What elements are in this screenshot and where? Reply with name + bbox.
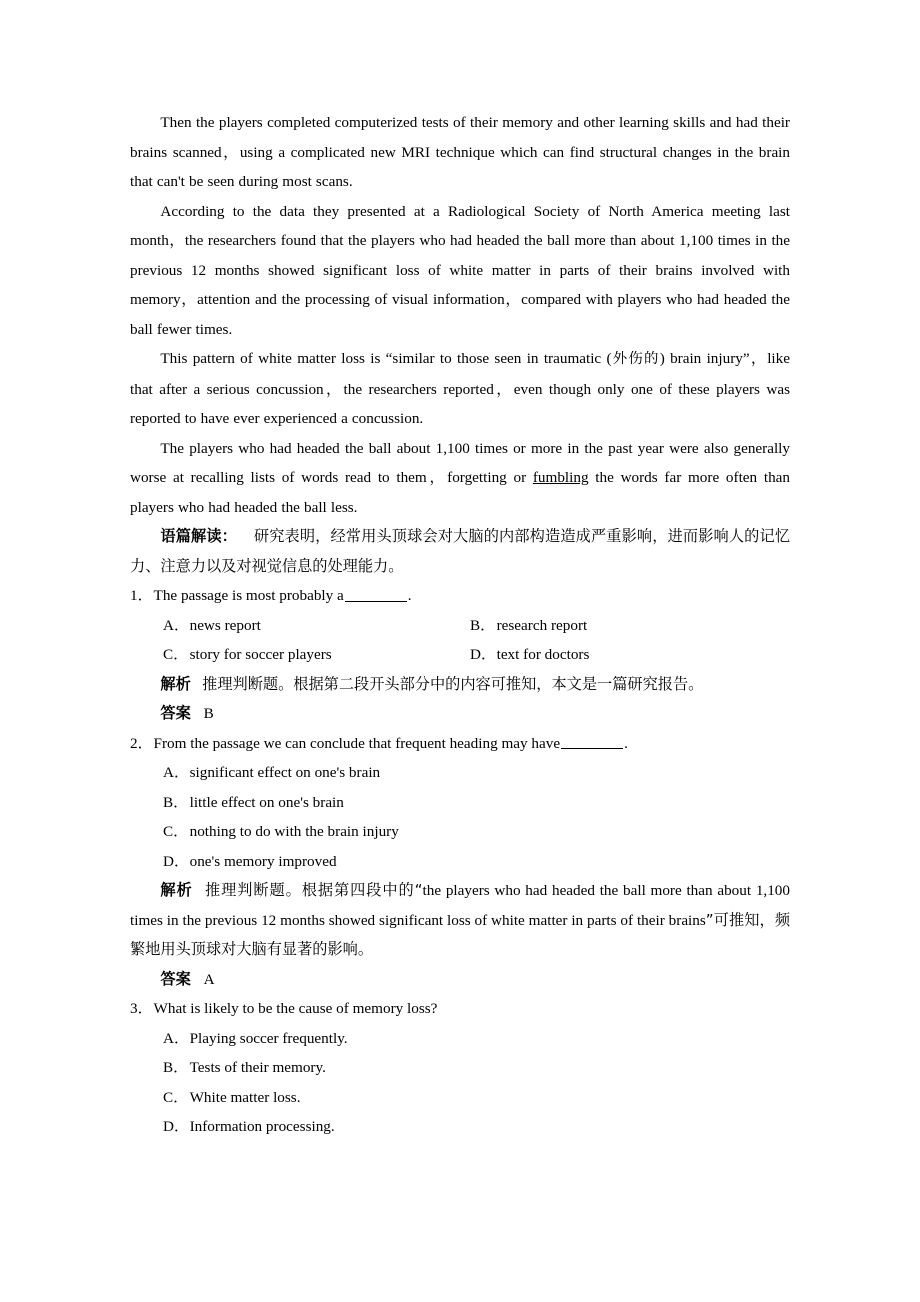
passage-paragraph-2: According to the data they presented at a Radiological Society of North America meeting last month，the researchers found that the players who had headed the ball more than about 1,100 times in the previous 12 months showed significant loss of white matter in parts of their brains involved with memory，attention and the processing of visual information，compared with players who had headed the ball fewer times.: [130, 202, 790, 338]
option-text: one's memory improved: [189, 852, 337, 870]
document-page: [130, 108, 790, 1142]
paragraph-3-part1: This pattern of white matter loss is “similar to those seen in traumatic (: [160, 350, 612, 367]
question-1-options: [130, 611, 790, 670]
option-letter: D．: [163, 852, 190, 870]
vocabulary-gloss: 外伤的: [611, 351, 660, 367]
paragraph-3-part2: ) brain injury”，like that after a serious concussion，the researchers reported，even though only one of these players was reported to have ever experienced a concussion.: [130, 350, 790, 427]
option-letter: A．: [163, 616, 190, 634]
option-letter: B．: [470, 616, 496, 634]
option-text: research report: [496, 616, 588, 634]
question-3-option-c[interactable]: [163, 1083, 790, 1113]
option-row: [163, 640, 790, 670]
question-3-number: 3．: [130, 1000, 153, 1017]
question-1-blank[interactable]: [345, 586, 407, 601]
analysis-text-part2: ”可推知，频繁地用头顶球对大脑有显著的影响。: [130, 910, 791, 958]
question-2-option-b[interactable]: [163, 788, 790, 818]
option-text: nothing to do with the brain injury: [189, 823, 399, 840]
passage-note-label: 语篇解读：: [160, 527, 238, 545]
question-2-blank[interactable]: [561, 734, 623, 749]
option-text: text for doctors: [496, 646, 590, 663]
option-text: significant effect on one's brain: [189, 764, 381, 781]
option-letter: C．: [163, 646, 189, 663]
question-1-option-c[interactable]: [163, 640, 470, 670]
question-1-option-a[interactable]: [163, 611, 470, 641]
option-letter: A．: [163, 764, 190, 781]
passage-paragraph-1: Then the players completed computerized tests of their memory and other learning skills and had their brains scanned，using a complicated new MRI technique which can find structural changes in the brain that can't be seen during most scans.: [130, 114, 790, 190]
question-1-number: 1．: [130, 587, 153, 604]
question-3-option-a[interactable]: [163, 1024, 790, 1054]
question-1-analysis: [130, 670, 790, 700]
passage-paragraph-4: [130, 434, 790, 523]
question-2-option-c[interactable]: [163, 817, 790, 847]
passage-note: [130, 522, 790, 581]
analysis-quote: the players who had headed the ball more than about 1,100 times in the previous 12 months showed significant loss of white matter in parts of their brains: [130, 882, 790, 929]
analysis-text-part1: 推理判断题。根据第四段中的“: [204, 881, 423, 899]
option-text: Tests of their memory.: [189, 1059, 326, 1076]
option-letter: A．: [163, 1029, 190, 1047]
paragraph-4-part2: the words far more often than players who had headed the ball less.: [130, 469, 791, 516]
question-1-answer: [130, 699, 790, 729]
answer-value: A: [203, 970, 215, 988]
question-3-option-d[interactable]: [163, 1112, 790, 1142]
question-3-stem: [130, 994, 790, 1024]
passage-paragraph-3: [130, 344, 790, 434]
paragraph-4-part1: The players who had headed the ball about 1,100 times or more in the past year were also generally worse at recalling lists of words read to them，forgetting or: [130, 439, 790, 486]
option-text: Playing soccer frequently.: [189, 1029, 348, 1047]
answer-label: 答案: [160, 969, 191, 988]
question-1-option-d[interactable]: [470, 640, 589, 670]
question-2-number: 2．: [130, 734, 153, 752]
answer-value: B: [203, 705, 214, 722]
option-letter: C．: [163, 1088, 189, 1106]
question-2-text-before: From the passage we can conclude that frequent heading may have: [153, 734, 561, 752]
option-text: little effect on one's brain: [189, 793, 344, 811]
passage-note-text: 研究表明，经常用头顶球会对大脑的内部构造造成严重影响，进而影响人的记忆力、注意力以及对视觉信息的处理能力。: [130, 527, 791, 575]
question-1-text-before: The passage is most probably a: [153, 587, 344, 604]
question-1-text-after: .: [407, 587, 412, 604]
option-text: Information processing.: [189, 1118, 335, 1135]
analysis-text: 推理判断题。根据第二段开头部分中的内容可推知，本文是一篇研究报告。: [202, 674, 704, 693]
analysis-label: 解析: [160, 674, 191, 693]
question-2-text-after: .: [624, 734, 628, 752]
underlined-term-fumbling: fumbling: [532, 469, 589, 486]
question-2-option-a[interactable]: [163, 758, 790, 788]
question-3-text: What is likely to be the cause of memory loss?: [153, 1000, 438, 1017]
question-2-answer: [130, 965, 790, 995]
question-3-option-b[interactable]: [163, 1053, 790, 1083]
option-letter: B．: [163, 793, 189, 811]
option-text: White matter loss.: [189, 1088, 301, 1106]
question-2-option-d[interactable]: [163, 847, 790, 877]
question-1-option-b[interactable]: [470, 611, 587, 641]
option-letter: D．: [163, 1118, 190, 1135]
question-2-stem: [130, 729, 790, 759]
answer-label: 答案: [160, 704, 191, 722]
option-text: news report: [189, 616, 261, 634]
option-letter: C．: [163, 823, 189, 840]
option-letter: B．: [163, 1059, 189, 1076]
question-2-analysis: [130, 876, 790, 965]
option-row: [163, 611, 790, 641]
option-text: story for soccer players: [189, 646, 332, 663]
option-letter: D．: [470, 646, 497, 663]
question-2-options: [130, 758, 790, 876]
analysis-label: 解析: [160, 881, 193, 899]
question-1-stem: [130, 581, 790, 611]
question-3-options: [130, 1024, 790, 1142]
